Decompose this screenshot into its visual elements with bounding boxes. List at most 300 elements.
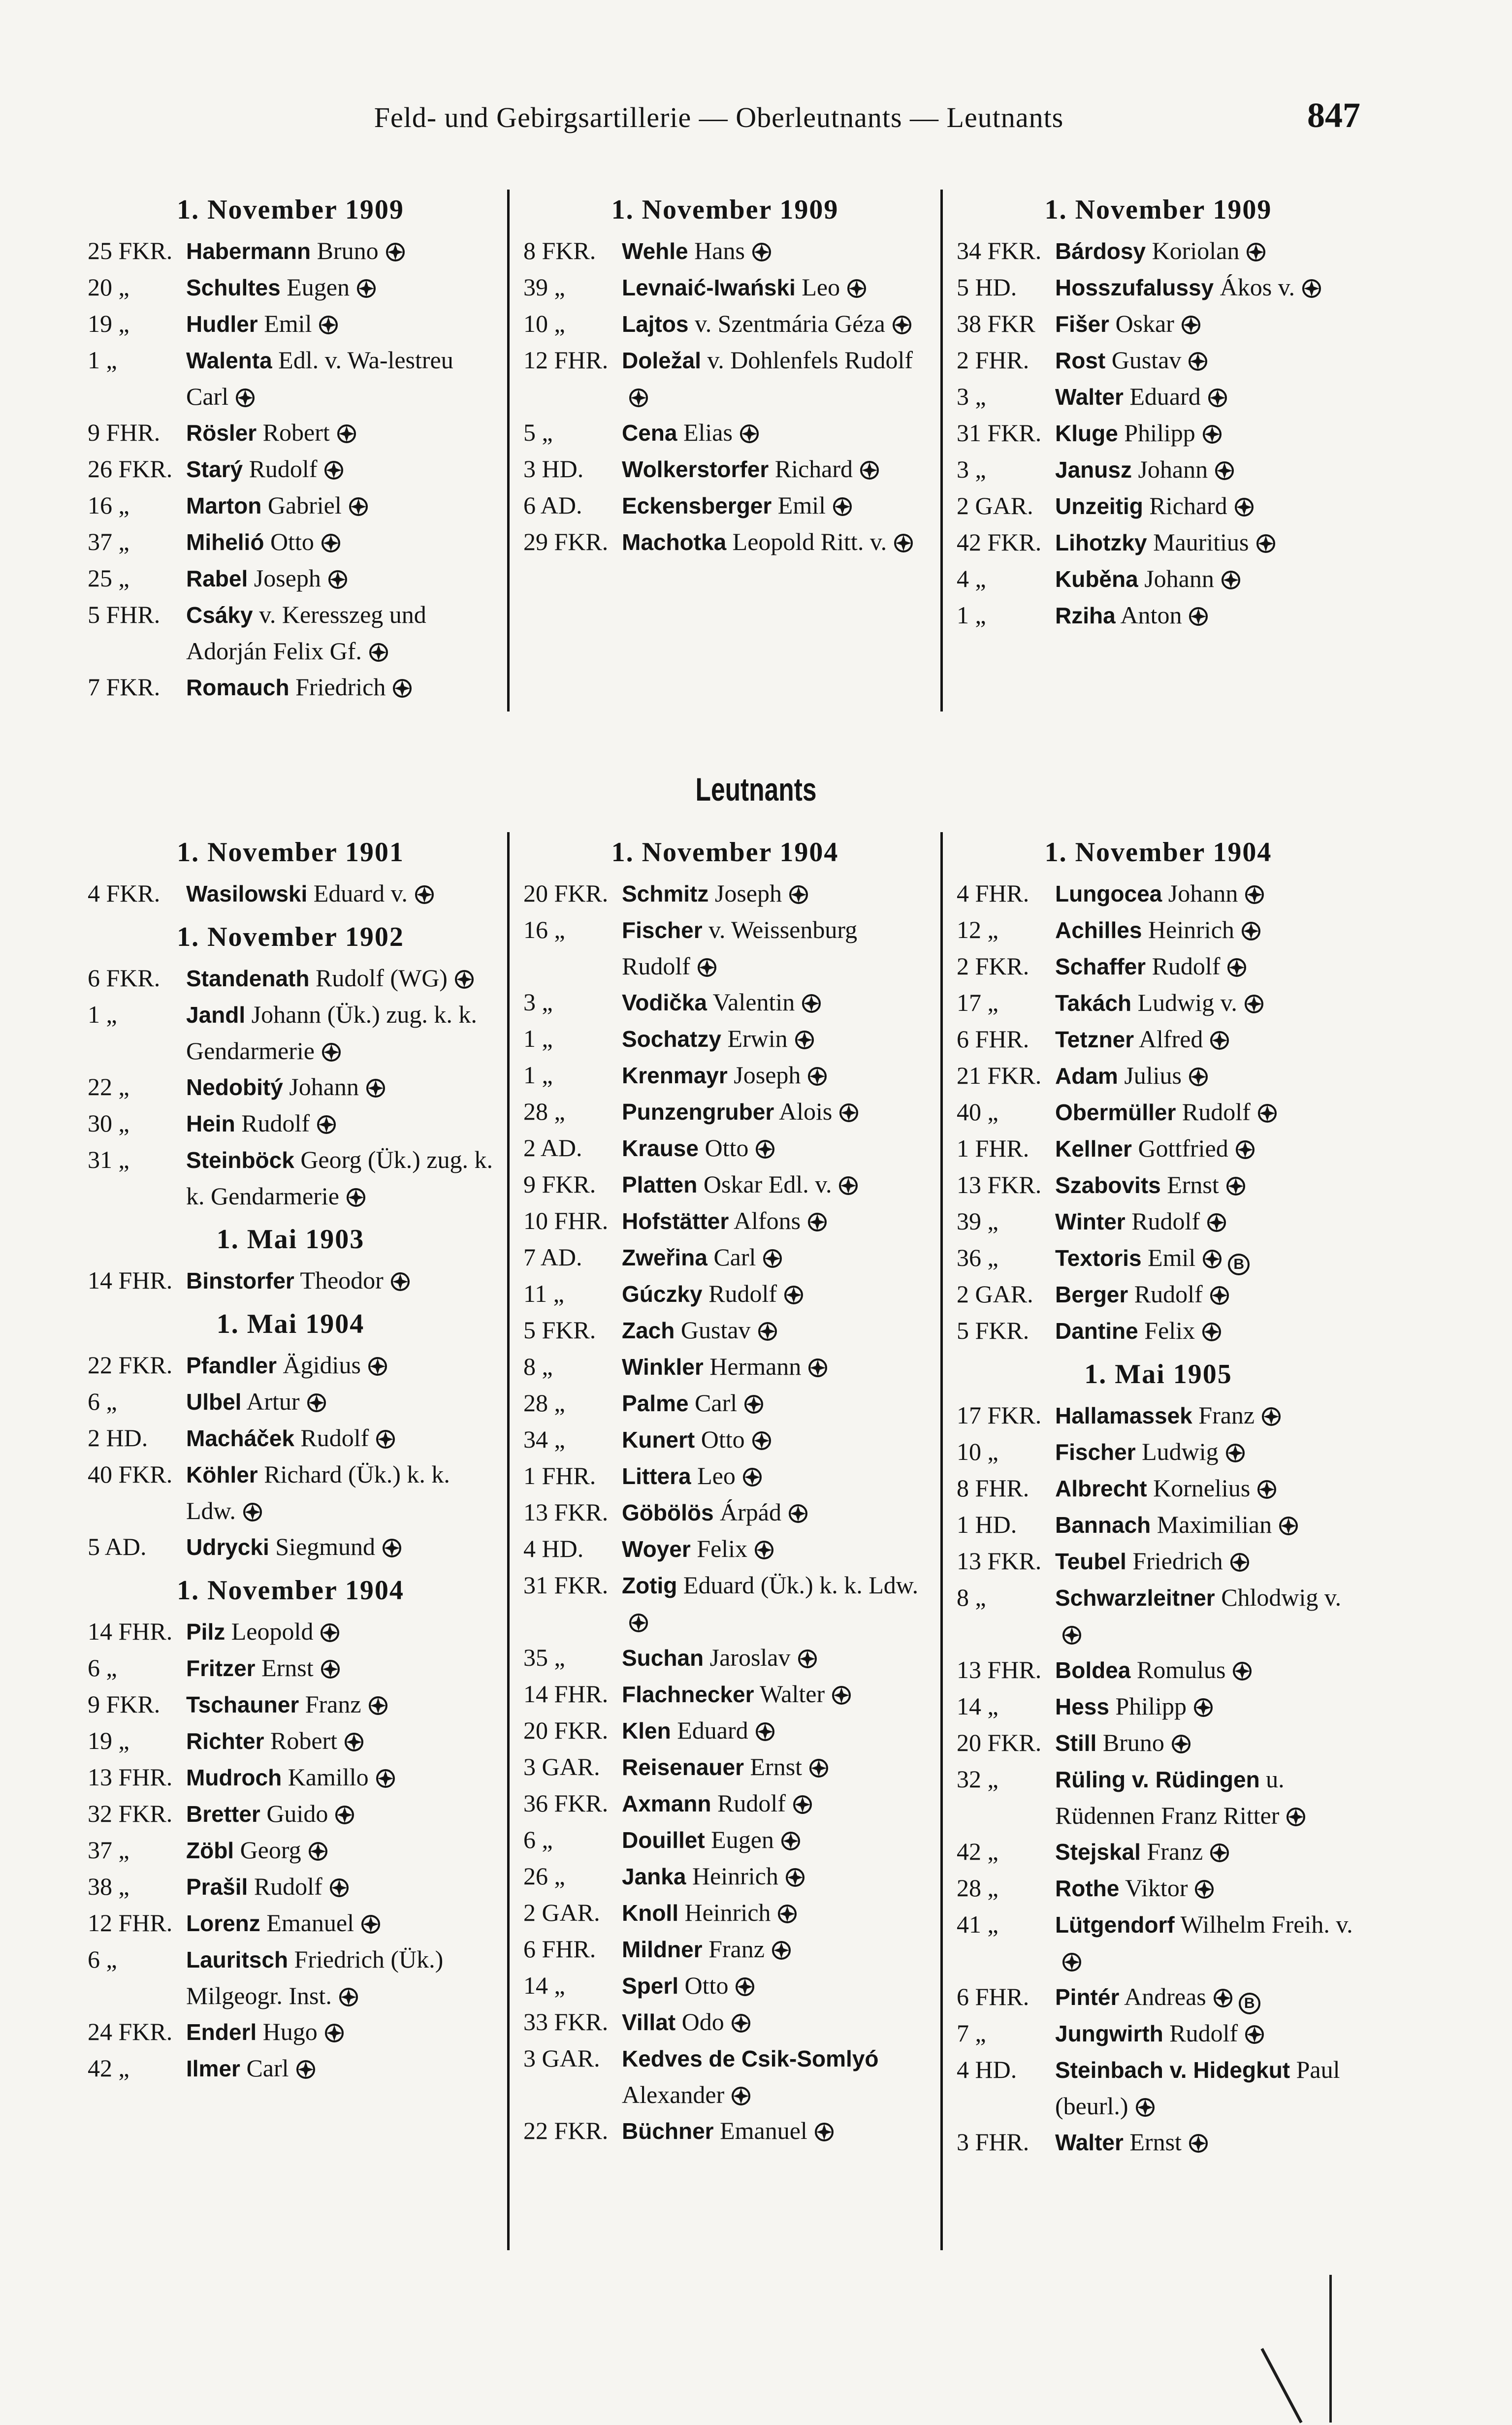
roster-entry (523, 1749, 927, 1785)
merit-cross-icon (1188, 352, 1208, 371)
merit-cross-icon (735, 1977, 755, 1997)
officer-given-name: Ernst (261, 1654, 314, 1681)
officer-surname: Mudroch (186, 1765, 282, 1790)
regiment-code: 5 FHR. (88, 601, 161, 628)
merit-cross-icon (833, 497, 852, 517)
officer-name (1055, 912, 1360, 948)
officer-name (1055, 561, 1360, 597)
officer-name (186, 451, 493, 487)
roster-entry (523, 1276, 927, 1312)
merit-cross-icon (1235, 1140, 1255, 1160)
officer-name (1055, 233, 1360, 269)
officer-name (1055, 597, 1360, 634)
merit-cross-icon (697, 958, 717, 977)
roster-entry (957, 985, 1360, 1021)
merit-cross-icon (754, 1540, 774, 1560)
officer-given-name: Leopold (231, 1617, 314, 1645)
merit-cross-icon (742, 1467, 762, 1487)
regiment-code: 9 FKR. (88, 1690, 161, 1718)
officer-given-name: v. Szentmária Géza (694, 310, 885, 337)
roster-entry (523, 451, 927, 487)
officer-given-name: Eduard (1129, 383, 1201, 410)
roster-entry (523, 487, 927, 524)
roster-entry (957, 1058, 1360, 1094)
roster-entry (957, 1870, 1360, 1907)
merit-cross-icon (894, 533, 913, 553)
roster-entry (88, 1796, 493, 1832)
roster-entry (957, 1131, 1360, 1167)
officer-surname: Kellner (1055, 1136, 1132, 1162)
regiment-code: 12 „ (957, 916, 998, 943)
merit-cross-icon (1221, 570, 1241, 590)
officer-given-name: Rudolf (1152, 952, 1221, 980)
officer-name (186, 875, 493, 912)
officer-given-name: Otto (684, 1972, 729, 1999)
officer-given-name: Ernst (1167, 1171, 1219, 1198)
roster-entry (88, 1384, 493, 1420)
officer-given-name: Eugen (287, 273, 350, 301)
officer-name (186, 1614, 493, 1650)
roster-entry (88, 1686, 493, 1723)
officer-name (1055, 2124, 1360, 2161)
regiment-code: 1 „ (88, 1001, 117, 1028)
officer-surname: Textoris (1055, 1245, 1142, 1271)
merit-cross-icon (1256, 534, 1276, 553)
merit-cross-icon (772, 1940, 791, 1960)
roster-entry (88, 1869, 493, 1905)
merit-cross-icon (1245, 2025, 1264, 2044)
officer-given-name: Friedrich (295, 673, 386, 701)
officer-given-name: Gabriel (267, 491, 342, 519)
regiment-code: 4 HD. (957, 2056, 1017, 2083)
roster-entry (88, 597, 493, 669)
merit-cross-icon (808, 1358, 828, 1378)
roster-entry (523, 1640, 927, 1676)
officer-given-name: v. Weissenburg Rudolf (622, 916, 858, 980)
officer-name (622, 233, 927, 269)
merit-cross-icon (785, 1868, 805, 1887)
regiment-code: 20 „ (88, 273, 129, 301)
merit-cross-icon (763, 1249, 782, 1268)
roster-entry (523, 984, 927, 1021)
officer-name (622, 1458, 927, 1494)
roster-entry (957, 1276, 1360, 1313)
roster-entry (523, 875, 927, 912)
merit-cross-icon (832, 1685, 851, 1705)
officer-surname: Gúczky (622, 1281, 703, 1307)
officer-surname: Walter (1055, 384, 1124, 410)
officer-name (186, 342, 493, 415)
lt-column-3 (940, 832, 1374, 2250)
officer-surname: Achilles (1055, 917, 1142, 943)
roster-entry (957, 1543, 1360, 1580)
officer-name (1055, 306, 1360, 342)
regiment-code: 14 FHR. (88, 1266, 173, 1294)
merit-cross-icon (1245, 885, 1264, 905)
officer-given-name: Eduard v. (313, 879, 408, 907)
officer-surname: Wehle (622, 238, 688, 264)
officer-name (1055, 1021, 1360, 1058)
officer-name (622, 1094, 927, 1130)
merit-cross-icon (1302, 279, 1321, 298)
officer-name (622, 1968, 927, 2004)
regiment-code: 38 „ (88, 1873, 129, 1900)
merit-cross-icon (789, 885, 808, 905)
officer-given-name: Franz (305, 1690, 361, 1718)
merit-cross-icon (322, 1042, 341, 1062)
regiment-code: 5 HD. (957, 273, 1017, 301)
officer-name (186, 487, 493, 524)
officer-given-name: Alois (779, 1098, 833, 1125)
officer-surname: Takách (1055, 990, 1132, 1016)
officer-given-name: Elias (683, 419, 733, 446)
officer-name (622, 1895, 927, 1931)
regiment-code: 31 FKR. (957, 419, 1042, 447)
officer-surname: Ilmer (186, 2056, 240, 2081)
regiment-code: 38 FKR (957, 310, 1035, 337)
roster-entry (523, 912, 927, 984)
regiment-code: 28 „ (523, 1389, 565, 1417)
roster-entry (957, 2124, 1360, 2161)
merit-cross-icon (346, 1188, 366, 1207)
officer-surname: Reisenauer (622, 1754, 744, 1780)
roster-entry (523, 1895, 927, 1931)
roster-entry (957, 948, 1360, 985)
regiment-code: 14 FHR. (88, 1617, 173, 1645)
merit-cross-icon (1226, 1176, 1246, 1196)
officer-given-name: Rudolf (717, 1789, 786, 1817)
regiment-code: 21 FKR. (957, 1062, 1042, 1089)
officer-surname: Obermüller (1055, 1099, 1176, 1125)
officer-surname: Richter (186, 1728, 264, 1754)
regiment-code: 1 „ (523, 1061, 553, 1089)
regiment-code: 29 FKR. (523, 528, 609, 555)
officer-given-name: Emanuel (720, 2117, 807, 2144)
regiment-code: 5 FKR. (957, 1317, 1029, 1344)
promotion-date-heading: 1. Mai 1904 (216, 1309, 365, 1339)
regiment-code: 6 „ (88, 1945, 117, 1973)
officer-given-name: Johann (1168, 879, 1238, 907)
officer-surname: Tschauner (186, 1692, 299, 1717)
officer-surname: Schwarzleitner (1055, 1585, 1215, 1611)
roster-entry (88, 1420, 493, 1456)
officer-name (186, 1142, 493, 1214)
officer-surname: Rost (1055, 348, 1106, 373)
officer-given-name: Joseph (734, 1061, 801, 1089)
merit-cross-icon (1257, 1103, 1277, 1123)
oberleutnants-section (74, 190, 1374, 711)
merit-cross-icon (1230, 1552, 1250, 1572)
officer-name (622, 1567, 927, 1640)
roster-entry (957, 1652, 1360, 1688)
officer-given-name: Carl (695, 1389, 738, 1417)
merit-cross-icon (731, 2086, 751, 2106)
officer-surname: Knoll (622, 1900, 678, 1926)
officer-given-name: Joseph (714, 879, 782, 907)
officer-given-name: Emil (264, 310, 312, 337)
merit-cross-icon (335, 1805, 354, 1825)
officer-surname: Eckensberger (622, 493, 772, 518)
roster-entry (957, 269, 1360, 306)
officer-name (1055, 1203, 1360, 1240)
officer-given-name: Gustav (1111, 346, 1182, 374)
officer-name (622, 306, 927, 342)
merit-cross-icon (1257, 1480, 1277, 1499)
officer-given-name: Alexander (622, 2081, 725, 2108)
officer-given-name: Friedrich (1132, 1547, 1223, 1575)
roster-entry (957, 1580, 1360, 1652)
officer-name (1055, 1652, 1360, 1688)
officer-name (186, 1869, 493, 1905)
officer-name (1055, 524, 1360, 561)
roster-entry (523, 1968, 927, 2004)
officer-surname: Göbölös (622, 1500, 714, 1525)
officer-given-name: Rudolf (1131, 1207, 1200, 1235)
roster-entry (88, 1347, 493, 1384)
officer-surname: Vodička (622, 990, 707, 1015)
officer-name (1055, 1131, 1360, 1167)
regiment-code: 22 FKR. (88, 1351, 173, 1379)
officer-name (1055, 1761, 1360, 1834)
officer-name (622, 451, 927, 487)
regiment-code: 13 FHR. (88, 1763, 173, 1791)
officer-name (622, 342, 927, 415)
officer-given-name: Rudolf (249, 455, 318, 483)
officer-given-name: Jaroslav (709, 1644, 791, 1671)
officer-surname: Punzengruber (622, 1099, 774, 1125)
merit-cross-icon (1213, 1988, 1233, 2008)
roster-entry (88, 1142, 493, 1214)
roster-entry (88, 997, 493, 1069)
regiment-code: 3 GAR. (523, 1753, 600, 1780)
regiment-code: 34 FKR. (957, 237, 1042, 264)
merit-cross-icon (235, 388, 255, 408)
officer-given-name: Otto (270, 528, 314, 555)
officer-given-name: Rudolf (1134, 1280, 1203, 1308)
regiment-code: 20 FKR. (523, 1716, 609, 1744)
merit-cross-icon (809, 1758, 829, 1778)
officer-surname: Köhler (186, 1462, 258, 1487)
officer-given-name: Georg (Ük.) zug. k. k. Gendarmerie (186, 1146, 493, 1210)
lt-column-2 (507, 832, 940, 2250)
officer-name (186, 1262, 493, 1299)
officer-surname: Machotka (622, 529, 727, 555)
merit-cross-icon (349, 497, 368, 517)
officer-surname: Rösler (186, 420, 257, 446)
officer-surname: Schaffer (1055, 954, 1146, 979)
merit-cross-icon (795, 1030, 814, 1050)
regiment-code: 12 FHR. (88, 1909, 173, 1937)
scan-edge-line (1260, 2348, 1302, 2424)
merit-cross-icon (1246, 242, 1266, 262)
officer-surname: Lorenz (186, 1910, 260, 1936)
merit-cross-icon (777, 1904, 797, 1924)
regiment-code: 34 „ (523, 1425, 565, 1453)
merit-cross-icon (1202, 1249, 1222, 1269)
officer-name (622, 1130, 927, 1166)
officer-given-name: Rudolf (1169, 2019, 1238, 2047)
regiment-code: 8 FHR. (957, 1474, 1029, 1502)
roster-entry (957, 1021, 1360, 1058)
officer-surname: Ulbel (186, 1389, 242, 1415)
roster-entry (88, 1456, 493, 1529)
roster-entry (523, 1385, 927, 1422)
merit-cross-icon (793, 1795, 812, 1814)
officer-name (622, 875, 927, 912)
merit-cross-icon (1208, 388, 1227, 408)
roster-entry (88, 1650, 493, 1686)
officer-surname: Winkler (622, 1354, 704, 1380)
officer-name (622, 524, 927, 560)
merit-cross-icon (1279, 1516, 1298, 1536)
officer-name (186, 669, 493, 706)
officer-given-name: Wilhelm Freih. v. (1180, 1910, 1353, 1938)
roster-entry (88, 269, 493, 306)
regiment-code: 5 AD. (88, 1533, 147, 1560)
officer-surname: Tetzner (1055, 1027, 1134, 1052)
regiment-code: 31 FKR. (523, 1571, 609, 1599)
officer-surname: Lajtos (622, 311, 689, 337)
merit-cross-icon (629, 388, 648, 408)
officer-given-name: Viktor (1125, 1874, 1188, 1902)
officer-name (186, 1796, 493, 1832)
officer-surname: Steinbach v. Hidegkut (1055, 2057, 1290, 2083)
merit-cross-icon (1234, 497, 1254, 517)
officer-given-name: Theodor (300, 1266, 384, 1294)
officer-surname: Janka (622, 1864, 686, 1889)
officer-name (186, 997, 493, 1069)
roster-entry (523, 342, 927, 415)
regiment-code: 6 FHR. (957, 1983, 1029, 2010)
officer-given-name: Emil (777, 491, 826, 519)
regiment-code: 22 „ (88, 1073, 129, 1100)
officer-given-name: Otto (701, 1425, 745, 1453)
regiment-code: 33 FKR. (523, 2008, 609, 2036)
roster-entry (523, 1166, 927, 1203)
officer-given-name: u. Rüdennen Franz Ritter (1055, 1765, 1285, 1829)
officer-name (1055, 269, 1360, 306)
roster-entry (957, 597, 1360, 634)
merit-cross-icon (755, 1139, 775, 1159)
roster-entry (957, 2052, 1360, 2124)
merit-cross-icon (752, 1431, 772, 1451)
officer-surname: Littera (622, 1463, 691, 1489)
officer-name (1055, 1167, 1360, 1203)
officer-surname: Lauritsch (186, 1947, 289, 1972)
officer-given-name: Robert (270, 1727, 338, 1754)
merit-cross-icon (1202, 1322, 1222, 1342)
roster-entry (523, 1676, 927, 1713)
officer-surname: Hofstätter (622, 1208, 729, 1234)
roster-entry (957, 1979, 1360, 2015)
roster-entry (957, 1688, 1360, 1725)
officer-surname: Pintér (1055, 1984, 1120, 2010)
roster-entry (957, 1507, 1360, 1543)
regiment-code: 16 „ (523, 916, 565, 943)
merit-cross-icon (755, 1722, 775, 1742)
officer-name (622, 2113, 927, 2149)
regiment-code: 20 FKR. (523, 879, 609, 907)
regiment-code: 5 FKR. (523, 1316, 596, 1344)
officer-surname: Hosszufalussy (1055, 275, 1214, 300)
officer-name (622, 1931, 927, 1968)
regiment-code: 42 „ (957, 1838, 998, 1865)
officer-name (1055, 1434, 1360, 1470)
merit-cross-icon (328, 570, 348, 589)
officer-name (186, 1347, 493, 1384)
officer-surname: Woyer (622, 1536, 691, 1562)
merit-cross-icon (376, 1769, 395, 1788)
regiment-code: 39 „ (523, 273, 565, 301)
b-circle-badge-icon: B (1239, 1993, 1260, 2014)
officer-name (622, 2004, 927, 2040)
officer-name (1055, 948, 1360, 985)
roster-entry (88, 233, 493, 269)
roster-entry (523, 1021, 927, 1057)
officer-surname: Stejskal (1055, 1839, 1141, 1865)
roster-entry (957, 1167, 1360, 1203)
roster-entry (957, 524, 1360, 561)
officer-name (622, 1057, 927, 1094)
roster-entry (88, 1832, 493, 1869)
officer-name (1055, 415, 1360, 452)
officer-given-name: Maximilian (1157, 1511, 1272, 1538)
officer-surname: Standenath (186, 966, 310, 991)
merit-cross-icon (802, 994, 821, 1013)
regiment-code: 28 „ (957, 1874, 998, 1902)
officer-surname: Mildner (622, 1937, 703, 1962)
officer-surname: Sochatzy (622, 1026, 721, 1052)
regiment-code: 3 „ (523, 988, 553, 1016)
merit-cross-icon (368, 1357, 387, 1376)
regiment-code: 9 FKR. (523, 1170, 596, 1198)
regiment-code: 2 AD. (523, 1134, 582, 1162)
officer-surname: Klen (622, 1718, 671, 1744)
officer-given-name: Gottfried (1138, 1134, 1228, 1162)
officer-name (622, 2040, 927, 2113)
merit-cross-icon (731, 2013, 751, 2033)
officer-given-name: Andreas (1124, 1983, 1206, 2010)
officer-name (622, 1021, 927, 1057)
regiment-code: 40 FKR. (88, 1460, 173, 1488)
officer-name (622, 1276, 927, 1312)
officer-surname: Lihotzky (1055, 530, 1147, 555)
regiment-code: 6 FHR. (957, 1025, 1029, 1053)
officer-name (186, 2014, 493, 2050)
roster-entry (957, 452, 1360, 488)
regiment-code: 14 „ (957, 1692, 998, 1720)
officer-given-name: Philipp (1115, 1692, 1187, 1720)
regiment-code: 8 „ (957, 1584, 986, 1611)
regiment-code: 3 HD. (523, 455, 584, 483)
officer-name (186, 233, 493, 269)
officer-given-name: Valentin (712, 988, 795, 1016)
regiment-code: 3 FHR. (957, 2128, 1029, 2156)
officer-given-name: Franz (1198, 1401, 1255, 1429)
leutnants-section (74, 832, 1374, 2250)
roster-entry (957, 1761, 1360, 1834)
officer-given-name: Erwin (727, 1025, 788, 1052)
merit-cross-icon (1207, 1213, 1226, 1232)
merit-cross-icon (1062, 1625, 1082, 1645)
officer-name (186, 560, 493, 597)
officer-surname: Doležal (622, 348, 702, 373)
officer-surname: Axmann (622, 1791, 711, 1816)
officer-name (186, 1723, 493, 1759)
officer-given-name: Kornelius (1153, 1474, 1251, 1502)
merit-cross-icon (1227, 958, 1247, 977)
merit-cross-icon (781, 1831, 801, 1851)
